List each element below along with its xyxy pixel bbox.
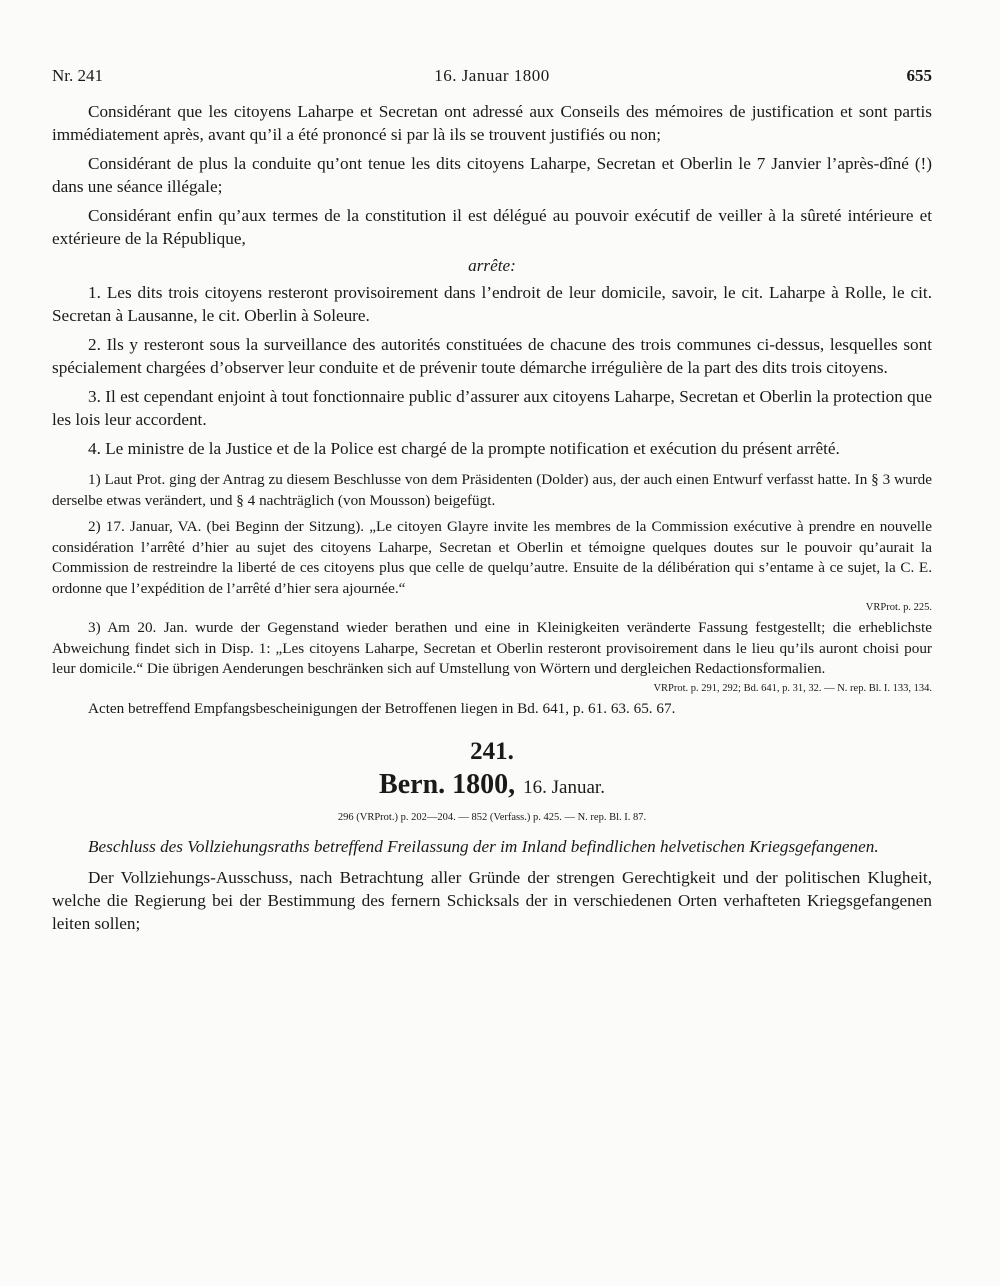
- next-document-title: Beschluss des Vollziehungsraths betreffend Freilassung der im Inland befindlichen helvetischen Kriegsgefangenen.: [88, 837, 879, 856]
- acten-note: Acten betreffend Empfangsbescheinigungen der Betroffenen liegen in Bd. 641, p. 61. 63. 65. 67.: [88, 699, 676, 717]
- footnotes: [52, 470, 932, 719]
- arrete-heading: arrête:: [468, 256, 516, 275]
- page-number: 655: [906, 66, 932, 85]
- footnote-3: 3) Am 20. Jan. wurde der Gegenstand wieder berathen und eine in Kleinigkeiten veränderte Fassung festgestellt; die erheblichste Abweichung findet sich in Disp. 1: „Les citoyens Laharpe, Secretan et Oberlin resteront provisoirement dans le lieu qu’ils auront choisi pour leur domicile.“ Die übrigen Aenderungen beschränken sich auf Umstellung von Wörtern und dergleichen Redactionsformalien.: [52, 619, 932, 677]
- article-4: 4. Le ministre de la Justice et de la Police est chargé de la prompte notification et exécution du présent arrêté.: [88, 439, 840, 458]
- page-body: [52, 100, 932, 935]
- next-document-place: Bern. 1800,: [379, 769, 516, 800]
- considerant-paragraph-3: Considérant enfin qu’aux termes de la constitution il est délégué au pouvoir exécutif de veiller à la sûreté intérieure et extérieure de la République,: [52, 206, 932, 248]
- date-header: 16. Januar 1800: [434, 66, 550, 85]
- next-document-references: 296 (VRProt.) p. 202—204. — 852 (Verfass.) p. 425. — N. rep. Bl. I. 87.: [337, 812, 647, 823]
- document-number-header: Nr. 241: [52, 66, 103, 85]
- article-1: 1. Les dits trois citoyens resteront provisoirement dans l’endroit de leur domicile, savoir, le cit. Laharpe à Rolle, le cit. Secretan à Lausanne, le cit. Oberlin à Soleure.: [52, 283, 932, 325]
- considerant-paragraph-1: Considérant que les citoyens Laharpe et Secretan ont adressé aux Conseils des mémoires de justification et sont partis immédiatement après, avant qu’il a été prononcé si par là ils se trouvent justifiés ou non;: [52, 102, 932, 144]
- next-document-date: 16. Januar.: [523, 777, 605, 798]
- next-document-place-date: [52, 769, 932, 805]
- footnote-1: 1) Laut Prot. ging der Antrag zu diesem Beschlusse von dem Präsidenten (Dolder) aus, der auch einen Entwurf verfasst hatte. In § 3 wurde derselbe etwas verändert, und § 4 nachträglich (von Mousson) beigefügt.: [52, 471, 932, 509]
- next-document-number: 241.: [470, 738, 514, 765]
- next-document-first-paragraph: Der Vollziehungs-Ausschuss, nach Betrachtung aller Gründe der strengen Gerechtigkeit und der politischen Klugheit, welche die Regierung bei der Bestimmung des fernern Schicksals der in verschiedenen Orten verhafteten Kriegsgefangenen leiten sollen;: [52, 868, 932, 933]
- considerant-paragraph-2: Considérant de plus la conduite qu’ont tenue les dits citoyens Laharpe, Secretan et Oberlin le 7 Janvier l’après-dîné (!) dans une séance illégale;: [52, 154, 932, 196]
- footnote-3-source: VRProt. p. 291, 292; Bd. 641, p. 31, 32. — N. rep. Bl. I. 133, 134.: [653, 682, 932, 694]
- main-text: [52, 100, 932, 460]
- footnote-2: 2) 17. Januar, VA. (bei Beginn der Sitzung). „Le citoyen Glayre invite les membres de la Commission exécutive à prendre en nouvelle considération l’arrêté d’hier au sujet des citoyens Laharpe, Secretan et Oberlin et témoigne quelques doutes sur le pouvoir qu’aurait la Commission de restreindre la liberté de ces citoyens plus que celle de quelqu’autre. Ensuite de la délibération qui s’entame à ce sujet, la C. E. ordonne que l’expédition de l’arrêté d’hier sera ajournée.“: [52, 518, 932, 597]
- article-3: 3. Il est cependant enjoint à tout fonctionnaire public d’assurer aux citoyens Laharpe, Secretan et Oberlin la protection que les lois leur accordent.: [52, 387, 932, 429]
- footnote-2-source: VRProt. p. 225.: [865, 602, 932, 613]
- article-2: 2. Ils y resteront sous la surveillance des autorités constituées de chacune des trois communes ci-dessus, lesquelles sont spécialement chargées d’observer leur conduite et de prévenir toute démarche irrégulière de la part des dits trois citoyens.: [52, 335, 932, 377]
- page-header: [52, 66, 932, 92]
